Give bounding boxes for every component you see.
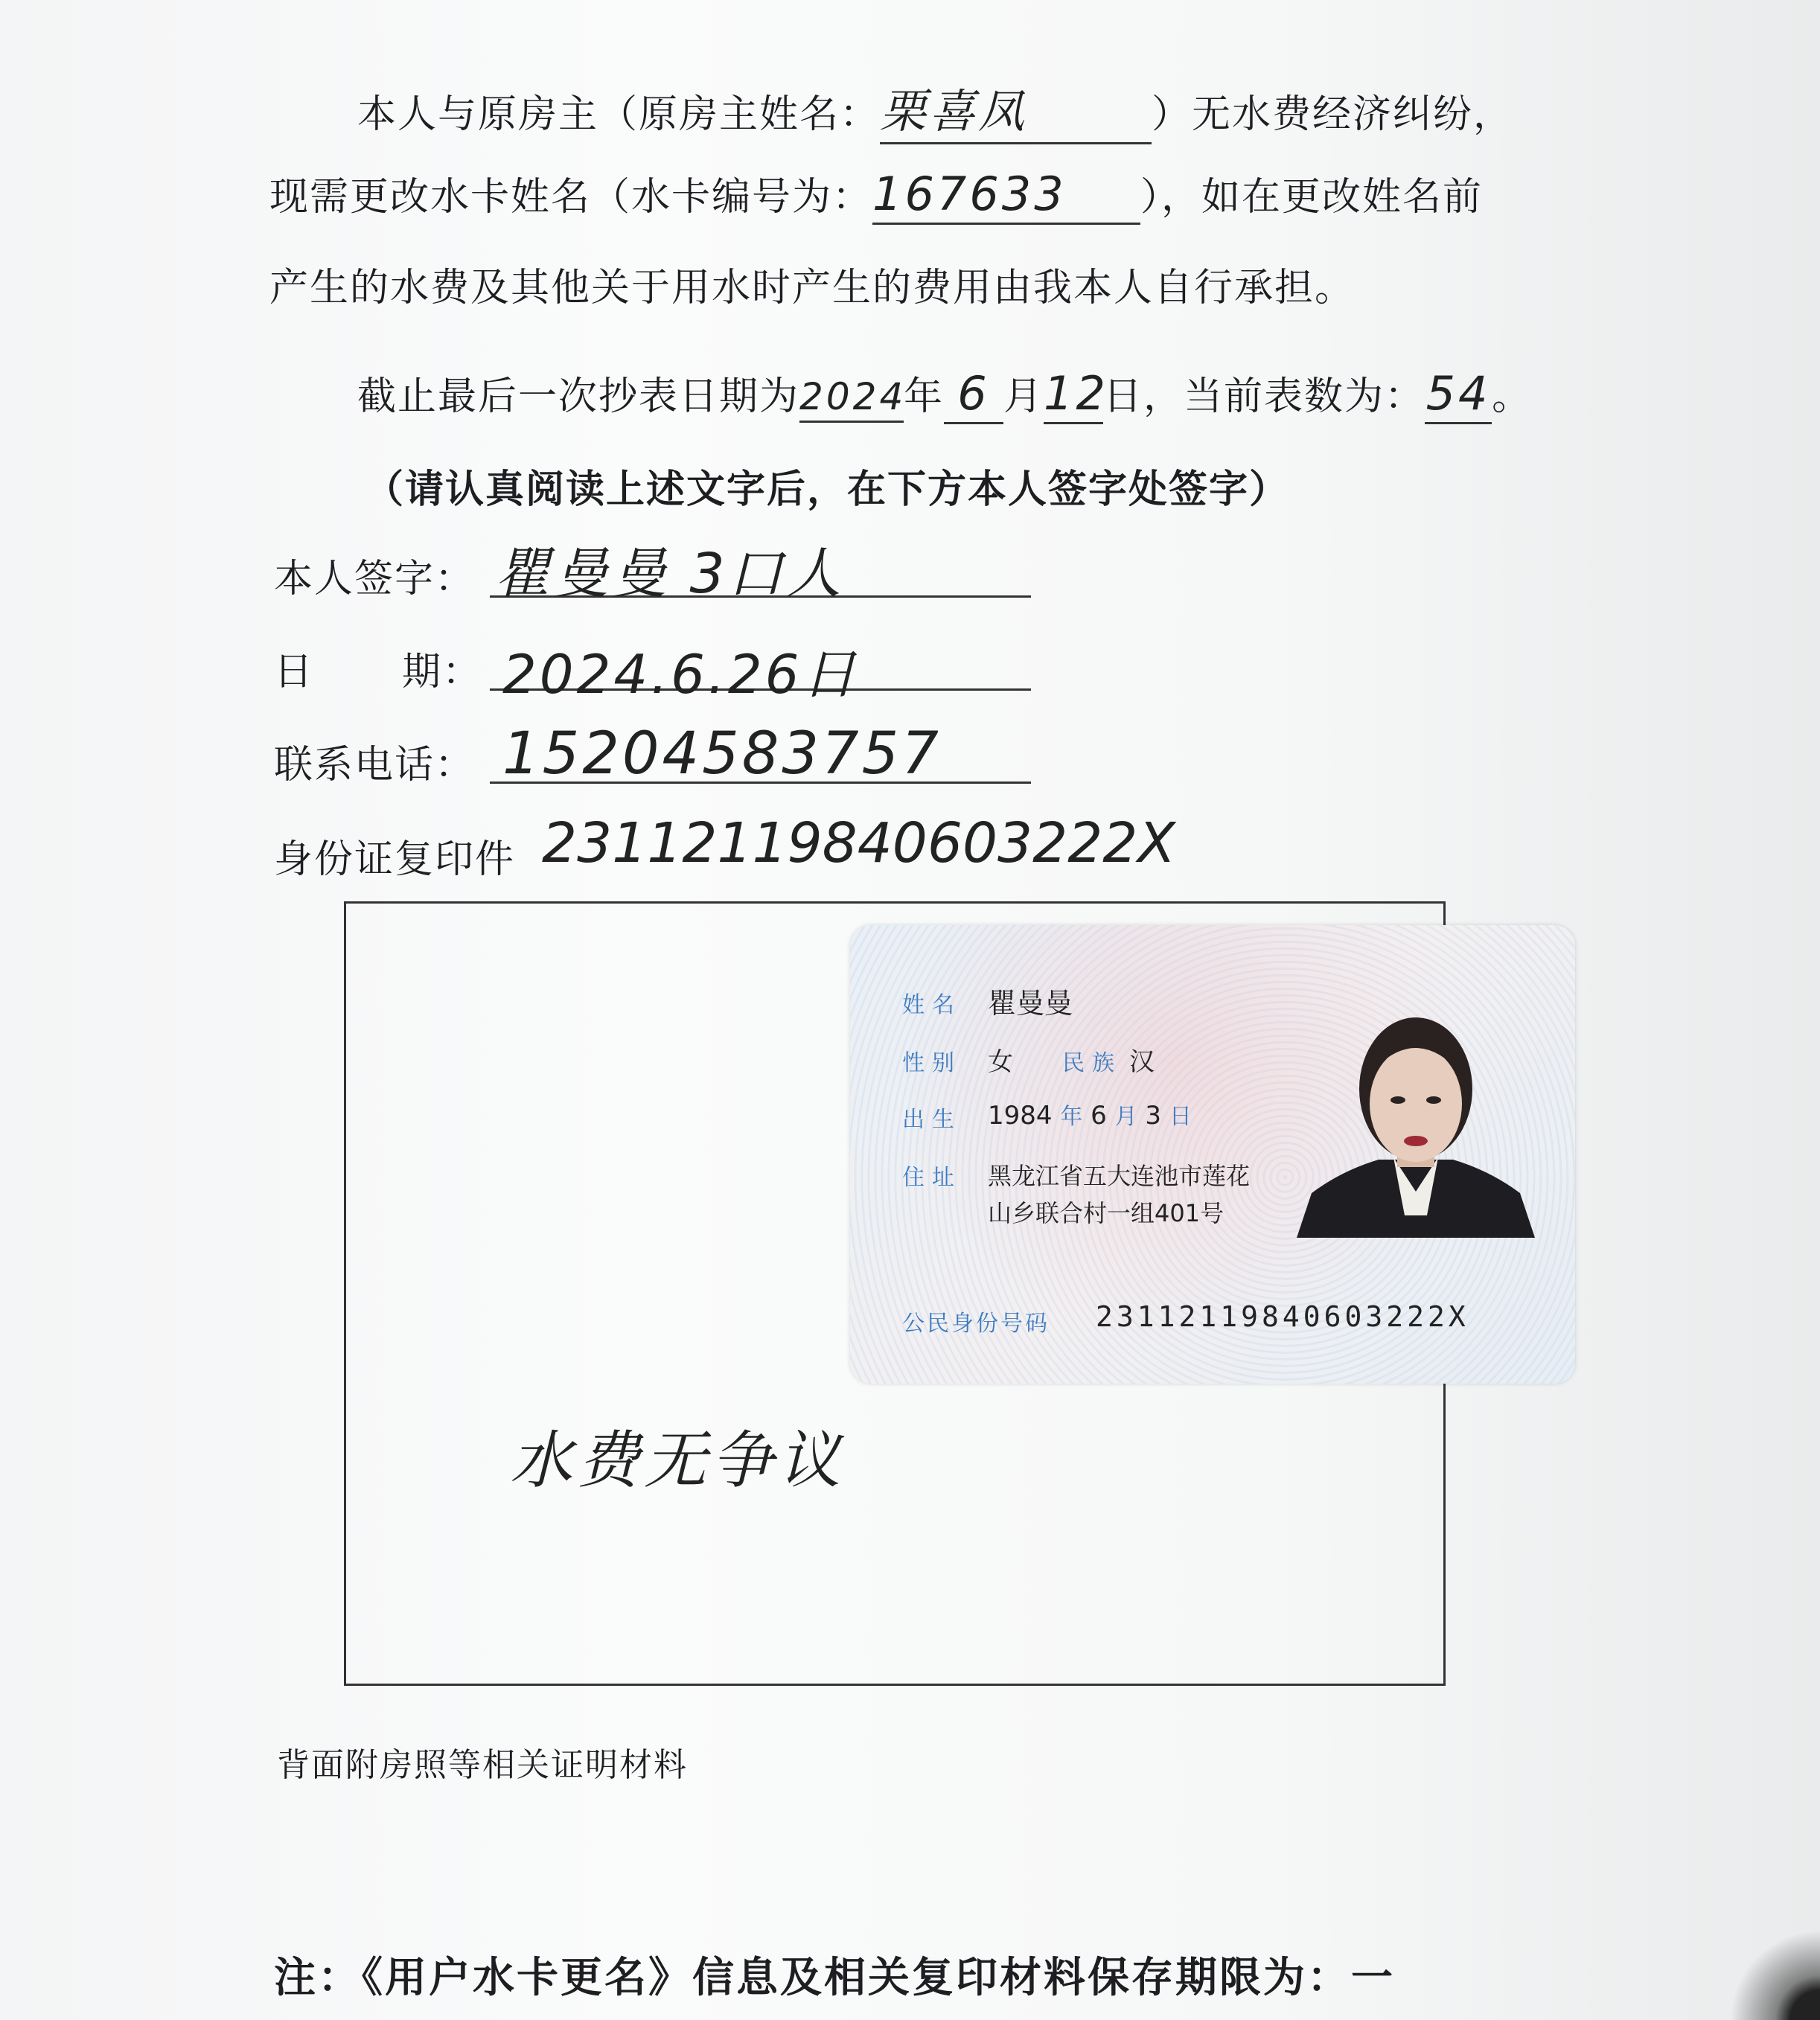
id-copy-label: 身份证复印件 xyxy=(274,837,516,882)
id-copy-handwritten: 23112119840603222X xyxy=(542,811,1176,875)
phone-handwritten: 15204583757 xyxy=(502,720,942,787)
birth-year-unit: 年 xyxy=(1060,1104,1083,1130)
card-ethnicity: 汉 xyxy=(1129,1047,1155,1077)
box-note-handwritten: 水费无争议 xyxy=(510,1424,846,1497)
card-number-handwritten: 167633 xyxy=(872,167,1067,221)
card-name-label: 姓名 xyxy=(902,992,962,1018)
card-address-line2: 山乡联合村一组401号 xyxy=(988,1199,1224,1227)
owner-name-handwritten: 栗喜凤 xyxy=(880,84,1028,138)
instruction-text: （请认真阅读上述文字后，在下方本人签字处签字） xyxy=(365,467,1290,512)
signature-label: 本人签字： xyxy=(274,557,476,601)
month-unit: 月 xyxy=(1003,374,1044,419)
card-birth xyxy=(988,1098,1192,1131)
meter-year-blank xyxy=(799,374,907,423)
line2-suffix: ），如在更改姓名前 xyxy=(1140,175,1484,220)
attachment-note: 背面附房照等相关证明材料 xyxy=(277,1746,688,1784)
corner-shadow xyxy=(1731,1871,1820,2020)
meter-end: 。 xyxy=(1492,374,1533,419)
card-sex: 女 xyxy=(988,1047,1013,1077)
signature-handwritten: 瞿曼曼 3口人 xyxy=(495,542,844,606)
owner-name-blank xyxy=(880,74,1152,144)
line1-prefix: 本人与原房主（原房主姓名： xyxy=(357,92,881,137)
meter-reading-line xyxy=(357,365,1532,424)
footer-note: 注：《用户水卡更名》信息及相关复印材料保存期限为：一 xyxy=(274,1954,1395,2002)
card-number-blank xyxy=(872,167,1140,225)
birth-month: 6 xyxy=(1091,1101,1107,1131)
birth-month-unit: 月 xyxy=(1114,1104,1137,1130)
paragraph-line-1 xyxy=(357,74,1513,144)
meter-month-handwritten: 6 xyxy=(957,366,990,421)
portrait-photo xyxy=(1297,992,1535,1238)
line2-prefix: 现需更改水卡姓名（水卡编号为： xyxy=(269,175,873,220)
card-id-label: 公民身份号码 xyxy=(902,1311,1050,1337)
card-address-line1: 黑龙江省五大连池市莲花 xyxy=(988,1162,1251,1190)
id-card-image xyxy=(850,925,1575,1384)
date-label-a: 日 xyxy=(274,650,315,694)
date-label-b: 期： xyxy=(402,650,483,694)
meter-day-handwritten: 12 xyxy=(1044,366,1108,421)
date-handwritten: 2024.6.26日 xyxy=(502,643,859,706)
birth-year: 1984 xyxy=(988,1101,1053,1131)
card-ethnicity-label: 民族 xyxy=(1062,1050,1122,1076)
card-name: 瞿曼曼 xyxy=(988,987,1073,1020)
card-sex-label: 性别 xyxy=(902,1050,962,1076)
meter-year-handwritten: 2024 xyxy=(799,375,907,418)
meter-reading-handwritten: 54 xyxy=(1425,366,1491,421)
paragraph-line-2 xyxy=(269,165,1483,225)
meter-day-blank xyxy=(1044,366,1108,424)
meter-reading-blank xyxy=(1425,366,1492,424)
line1-suffix: ）无水费经济纠纷， xyxy=(1152,92,1514,137)
card-id-number: 23112119840603222X xyxy=(1096,1300,1469,1333)
birth-day: 3 xyxy=(1145,1101,1162,1131)
birth-day-unit: 日 xyxy=(1169,1104,1192,1130)
meter-prefix: 截止最后一次抄表日期为 xyxy=(357,374,800,419)
phone-label: 联系电话： xyxy=(274,743,476,787)
paragraph-line-3: 产生的水费及其他关于用水时产生的费用由我本人自行承担。 xyxy=(269,266,1356,310)
year-unit: 年 xyxy=(904,374,945,419)
card-address-label: 住址 xyxy=(902,1165,962,1191)
day-unit: 日，当前表数为： xyxy=(1103,374,1425,419)
card-birth-label: 出生 xyxy=(902,1107,962,1133)
meter-month-blank xyxy=(944,366,1003,424)
